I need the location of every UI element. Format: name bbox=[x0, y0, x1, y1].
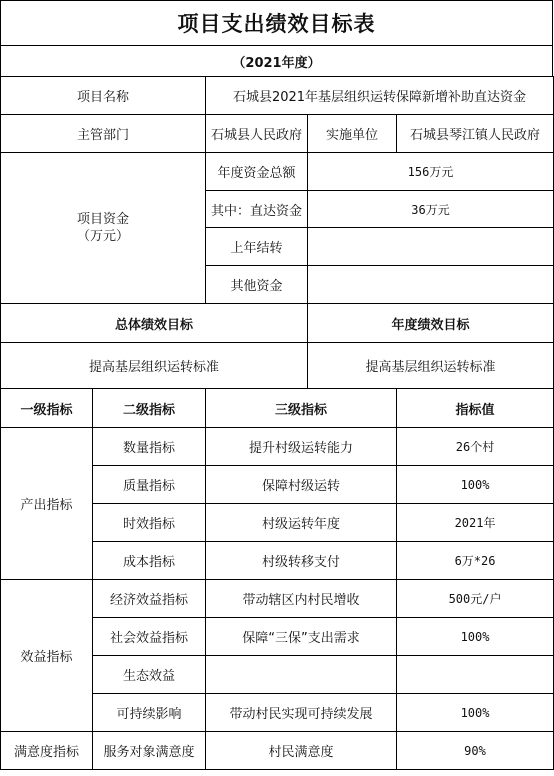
level2-cell: 时效指标 bbox=[93, 504, 206, 542]
level3-cell: 村级转移支付 bbox=[206, 542, 397, 580]
overall-goal-header: 总体绩效目标 bbox=[1, 304, 308, 343]
funds-unit-text: （万元） bbox=[77, 229, 130, 244]
project-name-value: 石城县2021年基层组织运转保障新增补助直达资金 bbox=[206, 77, 554, 115]
table-row bbox=[1, 428, 554, 466]
funds-other-value bbox=[308, 266, 554, 304]
level2-cell: 经济效益指标 bbox=[93, 580, 206, 618]
level1-header: 一级指标 bbox=[1, 389, 93, 428]
annual-goal-value: 提高基层组织运转标准 bbox=[308, 343, 554, 389]
funds-direct-label: 其中：直达资金 bbox=[206, 191, 308, 228]
funds-total-value: 156万元 bbox=[308, 153, 554, 191]
level2-cell: 成本指标 bbox=[93, 542, 206, 580]
satisfaction-indicator-label: 满意度指标 bbox=[1, 732, 93, 770]
impl-unit-value: 石城县琴江镇人民政府 bbox=[397, 115, 554, 153]
indicator-value: 100% bbox=[397, 466, 554, 504]
funds-direct-value: 36万元 bbox=[308, 191, 554, 228]
output-indicator-label: 产出指标 bbox=[1, 428, 93, 580]
indicator-value bbox=[397, 656, 554, 694]
dept-value: 石城县人民政府 bbox=[206, 115, 308, 153]
indicator-value: 2021年 bbox=[397, 504, 554, 542]
level2-header: 二级指标 bbox=[93, 389, 206, 428]
funds-carryover-value bbox=[308, 228, 554, 266]
level3-cell: 村级运转年度 bbox=[206, 504, 397, 542]
level3-cell: 村民满意度 bbox=[206, 732, 397, 770]
dept-label: 主管部门 bbox=[1, 115, 206, 153]
indicator-value: 6万*26 bbox=[397, 542, 554, 580]
level2-cell: 数量指标 bbox=[93, 428, 206, 466]
goals-value-row bbox=[1, 343, 554, 389]
level3-cell: 提升村级运转能力 bbox=[206, 428, 397, 466]
indicator-value: 100% bbox=[397, 694, 554, 732]
value-header: 指标值 bbox=[397, 389, 554, 428]
level3-cell bbox=[206, 656, 397, 694]
level2-cell: 社会效益指标 bbox=[93, 618, 206, 656]
impl-unit-label: 实施单位 bbox=[308, 115, 397, 153]
funds-carryover-label: 上年结转 bbox=[206, 228, 308, 266]
funds-label bbox=[1, 153, 206, 304]
level3-header: 三级指标 bbox=[206, 389, 397, 428]
funds-other-label: 其他资金 bbox=[206, 266, 308, 304]
level3-cell: 保障村级运转 bbox=[206, 466, 397, 504]
indicator-header-row bbox=[1, 389, 554, 428]
funds-total-label: 年度资金总额 bbox=[206, 153, 308, 191]
year-subtitle: （2021年度） bbox=[0, 46, 553, 76]
indicator-value: 90% bbox=[397, 732, 554, 770]
goals-header-row bbox=[1, 304, 554, 343]
target-table bbox=[0, 76, 554, 770]
benefit-indicator-label: 效益指标 bbox=[1, 580, 93, 732]
level2-cell: 质量指标 bbox=[93, 466, 206, 504]
level2-cell: 生态效益 bbox=[93, 656, 206, 694]
page-title: 项目支出绩效目标表 bbox=[0, 0, 553, 46]
indicator-value: 100% bbox=[397, 618, 554, 656]
funds-row-total bbox=[1, 153, 554, 191]
dept-row bbox=[1, 115, 554, 153]
satisfaction-row bbox=[1, 732, 554, 770]
indicator-value: 26个村 bbox=[397, 428, 554, 466]
project-name-label: 项目名称 bbox=[1, 77, 206, 115]
level3-cell: 带动村民实现可持续发展 bbox=[206, 694, 397, 732]
overall-goal-value: 提高基层组织运转标准 bbox=[1, 343, 308, 389]
funds-label-text: 项目资金 bbox=[77, 212, 130, 227]
table-row bbox=[1, 580, 554, 618]
annual-goal-header: 年度绩效目标 bbox=[308, 304, 554, 343]
level2-cell: 服务对象满意度 bbox=[93, 732, 206, 770]
level2-cell: 可持续影响 bbox=[93, 694, 206, 732]
indicator-value: 500元/户 bbox=[397, 580, 554, 618]
level3-cell: 保障“三保”支出需求 bbox=[206, 618, 397, 656]
project-name-row bbox=[1, 77, 554, 115]
level3-cell: 带动辖区内村民增收 bbox=[206, 580, 397, 618]
